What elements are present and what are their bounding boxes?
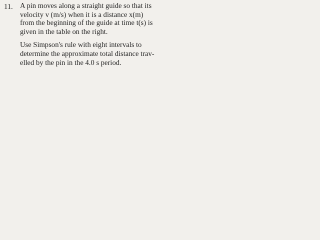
problem-number: 11. [4, 2, 13, 11]
text-line: Use Simpson's rule with eight intervals to [20, 40, 142, 50]
problem-paragraph-1 [20, 2, 170, 36]
text-line: velocity v (m/s) when it is a distance x(m) [20, 9, 144, 19]
textbook-page [0, 0, 226, 105]
text-line: from the beginning of the guide at time t(s) is [20, 18, 153, 28]
text-line: A pin moves along a straight guide so that its [20, 1, 152, 10]
text-line: given in the table on the right. [20, 26, 108, 36]
problem-paragraph-2 [20, 41, 170, 67]
text-line: determine the approximate total distance trav- [20, 48, 155, 58]
problem-text [20, 2, 170, 67]
text-line: elled by the pin in the 4.0 s period. [20, 57, 122, 67]
